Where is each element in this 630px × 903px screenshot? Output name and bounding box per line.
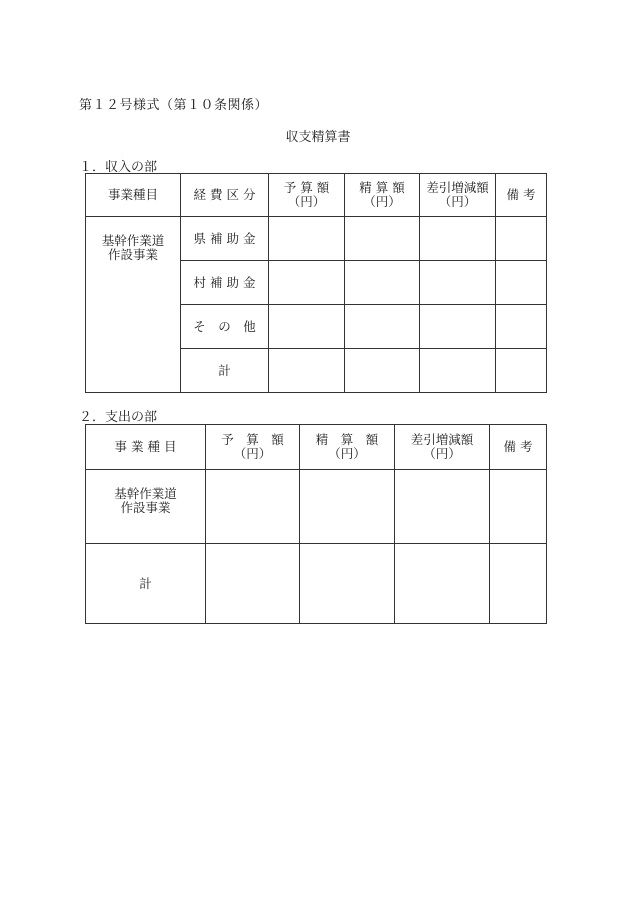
income-budget-cell[interactable]	[269, 349, 345, 393]
expense-header-budget-label: 予 算 額	[221, 432, 284, 447]
expense-header-budget	[206, 425, 300, 470]
income-table	[85, 173, 547, 393]
income-category-cell: そ の 他	[181, 305, 269, 349]
expense-header-project-type: 事 業 種 目	[86, 425, 206, 470]
income-remarks-cell[interactable]	[496, 349, 547, 393]
document-title: 収支精算書	[285, 130, 351, 145]
income-difference-cell[interactable]	[420, 217, 496, 261]
income-remarks-cell[interactable]	[496, 217, 547, 261]
income-header-remarks: 備 考	[496, 174, 547, 217]
expense-table	[85, 424, 547, 624]
income-header-difference-label: 差引増減額	[426, 180, 489, 195]
expense-remarks-cell[interactable]	[490, 470, 547, 544]
expense-project-line2: 作設事業	[120, 500, 171, 515]
income-category-cell: 村 補 助 金	[181, 261, 269, 305]
income-header-difference	[420, 174, 496, 217]
income-budget-cell[interactable]	[269, 261, 345, 305]
expense-header-row	[86, 425, 547, 470]
income-budget-cell[interactable]	[269, 305, 345, 349]
expense-header-settlement-unit: （円）	[328, 446, 366, 461]
expense-row	[86, 470, 547, 544]
expense-difference-cell[interactable]	[395, 544, 490, 624]
expense-header-settlement	[300, 425, 395, 470]
income-header-category: 経 費 区 分	[181, 174, 269, 217]
expense-project-line1: 基幹作業道	[114, 486, 177, 501]
income-total-label: 計	[181, 349, 269, 393]
income-header-row	[86, 174, 547, 217]
income-header-budget-label: 予 算 額	[283, 180, 330, 195]
income-settlement-cell[interactable]	[345, 217, 420, 261]
income-settlement-cell[interactable]	[345, 261, 420, 305]
income-header-difference-unit: （円）	[438, 194, 477, 209]
expense-settlement-cell[interactable]	[300, 544, 395, 624]
expense-total-row	[86, 544, 547, 624]
income-header-project-type: 事業種目	[86, 174, 181, 217]
income-settlement-cell[interactable]	[345, 305, 420, 349]
income-header-settlement-label: 精 算 額	[359, 180, 405, 195]
income-project-line1: 基幹作業道	[101, 233, 165, 248]
income-header-budget	[269, 174, 345, 217]
expense-header-settlement-label: 精 算 額	[315, 432, 379, 447]
expense-header-difference	[395, 425, 490, 470]
income-budget-cell[interactable]	[269, 217, 345, 261]
income-category-cell: 県 補 助 金	[181, 217, 269, 261]
income-remarks-cell[interactable]	[496, 305, 547, 349]
income-project-cell	[86, 217, 181, 393]
expense-budget-cell[interactable]	[206, 470, 300, 544]
income-header-budget-unit: （円）	[287, 194, 326, 209]
income-settlement-cell[interactable]	[345, 349, 420, 393]
income-difference-cell[interactable]	[420, 349, 496, 393]
income-header-settlement	[345, 174, 420, 217]
expense-header-difference-label: 差引増減額	[410, 432, 474, 447]
expense-project-cell	[86, 470, 206, 544]
income-project-line2: 作設事業	[107, 247, 158, 262]
expense-remarks-cell[interactable]	[490, 544, 547, 624]
expense-settlement-cell[interactable]	[300, 470, 395, 544]
expense-header-budget-unit: （円）	[233, 446, 272, 461]
expense-budget-cell[interactable]	[206, 544, 300, 624]
expense-difference-cell[interactable]	[395, 470, 490, 544]
income-row	[86, 217, 547, 261]
income-difference-cell[interactable]	[420, 261, 496, 305]
income-remarks-cell[interactable]	[496, 261, 547, 305]
expense-header-remarks: 備 考	[490, 425, 547, 470]
expense-total-label: 計	[86, 544, 206, 624]
income-section-heading: １．収入の部	[79, 160, 158, 175]
expense-header-difference-unit: （円）	[423, 446, 461, 461]
income-difference-cell[interactable]	[420, 305, 496, 349]
expense-section-heading: ２．支出の部	[79, 410, 158, 425]
income-header-settlement-unit: （円）	[363, 194, 401, 209]
form-number: 第１２号様式（第１０条関係）	[79, 98, 269, 113]
